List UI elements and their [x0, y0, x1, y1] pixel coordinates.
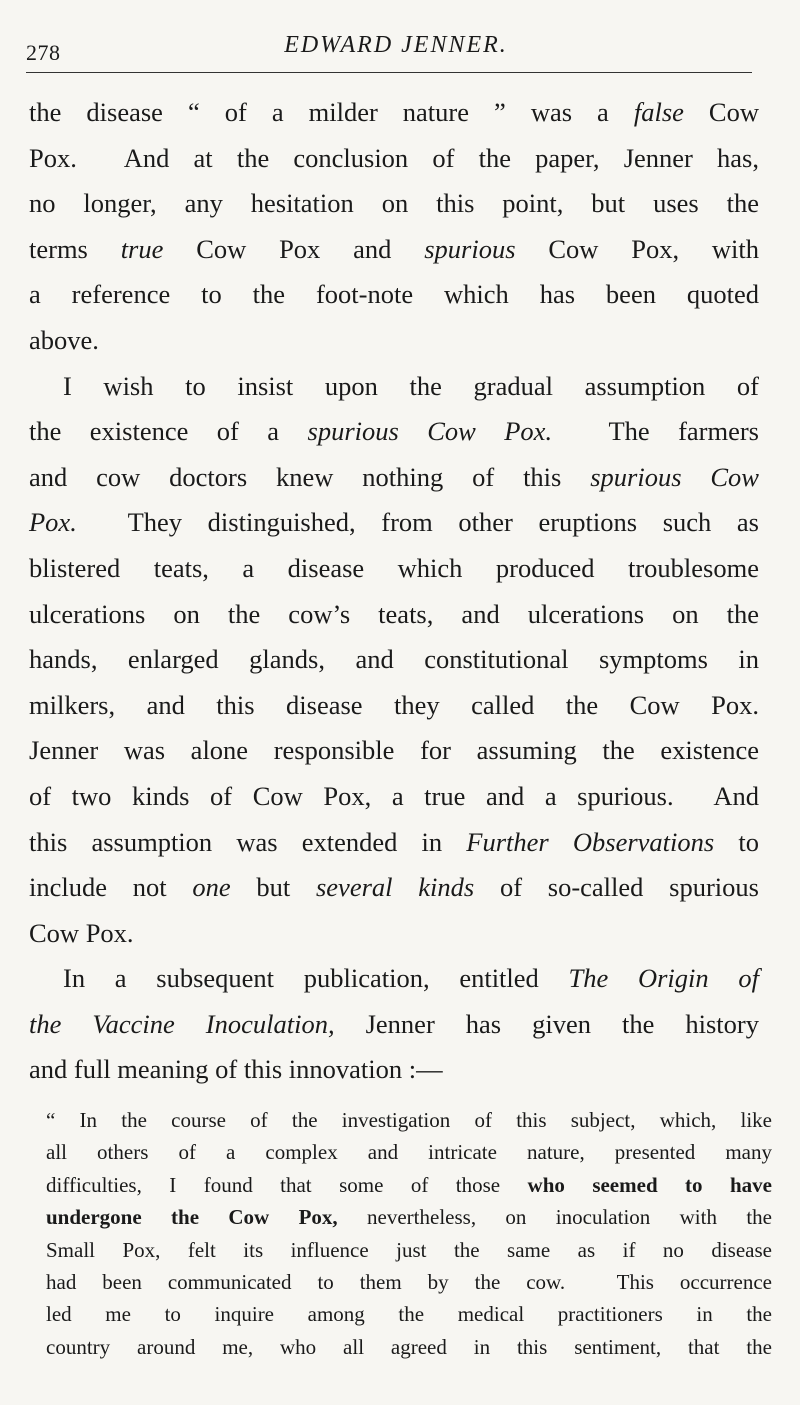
- text-line: [29, 364, 759, 410]
- running-head: EDWARD JENNER.: [284, 32, 508, 58]
- text-line: [29, 181, 759, 227]
- italic-run: the Vaccine Inoculation,: [29, 1008, 335, 1039]
- italic-run: The Origin of: [568, 963, 759, 994]
- italic-run: spurious Cow: [590, 461, 759, 492]
- text-run: Small Pox, felt its influence just the same as if no disease: [46, 1237, 772, 1262]
- text-line: [46, 1169, 772, 1201]
- text-line: [29, 956, 759, 1002]
- text-run: and cow doctors knew nothing of this: [29, 461, 591, 492]
- text-run: Pox. And at the conclusion of the paper, Jenner has,: [29, 142, 759, 173]
- text-run: but: [230, 872, 316, 903]
- text-run: blistered teats, a disease which produced troublesome: [29, 552, 759, 583]
- text-run: milkers, and this disease they called the Cow Pox.: [29, 689, 759, 720]
- text-run: difficulties, I found that some of those: [46, 1172, 528, 1197]
- text-run: country around me, who all agreed in this sentiment, that the: [46, 1334, 772, 1359]
- text-line: [46, 1234, 772, 1266]
- text-run: Jenner was alone responsible for assuming the existence: [29, 735, 759, 766]
- header-rule: [26, 72, 752, 73]
- text-run: had been communicated to them by the cow. This occurrence: [46, 1269, 772, 1294]
- text-run: They distinguished, from other eruptions such as: [76, 507, 759, 538]
- text-run: this assumption was extended in: [29, 826, 467, 857]
- text-line: [29, 728, 759, 774]
- page-header: [26, 28, 766, 68]
- block-quote: [46, 1104, 772, 1363]
- text-run: a reference to the foot-note which has been quoted: [29, 279, 759, 310]
- text-line: [29, 820, 759, 866]
- text-run: above.: [29, 324, 99, 355]
- text-run: The farmers: [552, 416, 759, 447]
- text-line: [29, 455, 759, 501]
- text-line: [29, 911, 759, 957]
- italic-run: several kinds: [315, 872, 475, 903]
- text-line: [46, 1266, 772, 1298]
- italic-run: spurious Cow Pox.: [307, 416, 553, 447]
- text-line: [29, 1047, 759, 1093]
- paragraph: [29, 364, 759, 957]
- text-line: [29, 136, 759, 182]
- text-line: [29, 272, 759, 318]
- italic-run: Further Observations: [466, 826, 715, 857]
- text-line: [29, 546, 759, 592]
- text-run: of so-called spurious: [474, 872, 759, 903]
- text-run: In a subsequent publication, entitled: [63, 963, 569, 994]
- text-line: [29, 592, 759, 638]
- text-run: I wish to insist upon the gradual assumption of: [63, 370, 759, 401]
- text-line: [29, 318, 759, 364]
- text-line: [46, 1298, 772, 1330]
- text-run: terms: [29, 233, 121, 264]
- text-line: [46, 1104, 772, 1136]
- text-run: of two kinds of Cow Pox, a true and a spurious. And: [29, 780, 759, 811]
- italic-run: one: [192, 872, 231, 903]
- text-run: to: [714, 826, 759, 857]
- text-line: [29, 1002, 759, 1048]
- text-run: “ In the course of the investigation of this subject, which, like: [46, 1108, 772, 1132]
- text-run: Cow Pox and: [163, 233, 425, 264]
- text-line: [46, 1331, 772, 1363]
- text-run: Jenner has given the history: [334, 1008, 759, 1039]
- text-run: and full meaning of this innovation :—: [29, 1054, 443, 1085]
- text-run: led me to inquire among the medical practitioners in the: [46, 1302, 772, 1327]
- italic-run: Pox.: [29, 507, 77, 538]
- text-line: [29, 90, 759, 136]
- text-line: [29, 227, 759, 273]
- italic-run: true: [120, 233, 164, 264]
- text-run: hands, enlarged glands, and constitutional symptoms in: [29, 644, 759, 675]
- italic-run: false: [633, 97, 684, 127]
- text-line: [29, 500, 759, 546]
- bold-run: who seemed to have: [527, 1172, 772, 1197]
- text-run: Cow: [683, 97, 759, 127]
- text-run: Cow Pox.: [29, 917, 134, 948]
- text-line: [46, 1136, 772, 1168]
- bold-run: undergone the Cow Pox,: [46, 1205, 338, 1230]
- text-run: nevertheless, on inoculation with the: [337, 1205, 772, 1230]
- paragraph: [29, 956, 759, 1093]
- page-number: 278: [26, 40, 61, 65]
- body-text: [29, 90, 759, 1093]
- text-line: [29, 683, 759, 729]
- text-line: [29, 637, 759, 683]
- text-line: [29, 409, 759, 455]
- text-run: include not: [29, 872, 193, 903]
- text-run: no longer, any hesitation on this point, but uses the: [29, 188, 759, 219]
- text-run: all others of a complex and intricate nature, presented many: [46, 1140, 772, 1165]
- text-run: Cow Pox, with: [515, 233, 759, 264]
- text-line: [29, 865, 759, 911]
- text-line: [46, 1201, 772, 1233]
- italic-run: spurious: [424, 233, 516, 264]
- text-run: ulcerations on the cow’s teats, and ulcerations on the: [29, 598, 759, 629]
- text-run: the disease “ of a milder nature ” was a: [29, 97, 634, 127]
- text-line: [29, 774, 759, 820]
- text-run: the existence of a: [29, 416, 308, 447]
- paragraph: [29, 90, 759, 364]
